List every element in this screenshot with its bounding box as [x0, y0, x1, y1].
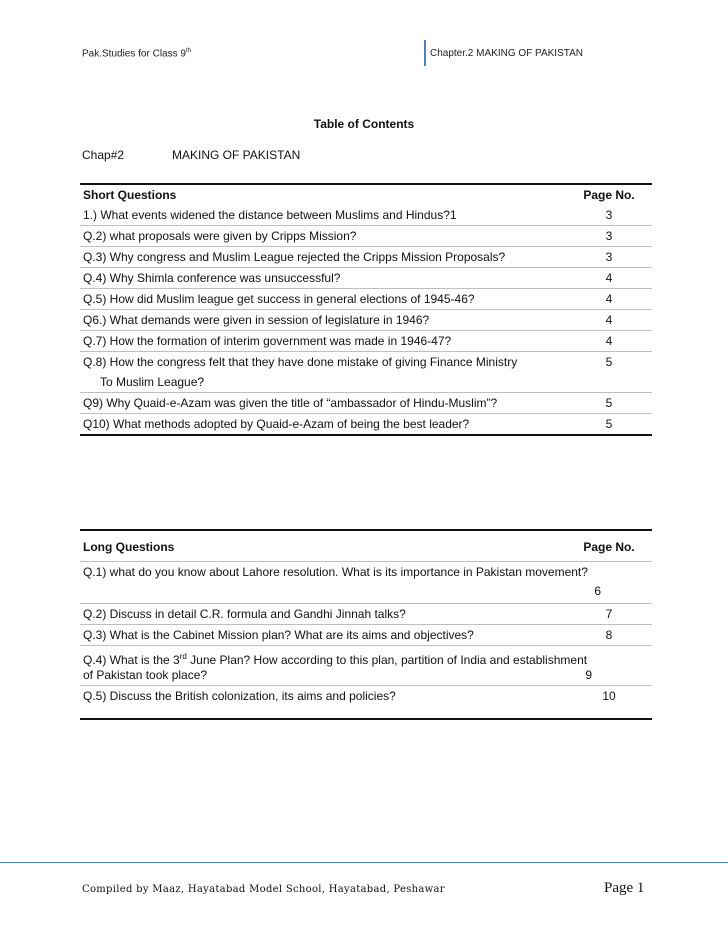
question-text-continued: of Pakistan took place?: [83, 668, 208, 682]
question-text: Q.8) How the congress felt that they have done mistake of giving Finance Ministry: [83, 355, 518, 369]
table-row-continuation: [80, 372, 652, 393]
question-text: Q.4) Why Shimla conference was unsuccessful?: [83, 271, 341, 285]
page-number: 4: [605, 313, 613, 327]
question-text: Q.2) what proposals were given by Cripps Mission?: [83, 229, 357, 243]
chapter-name: MAKING OF PAKISTAN: [172, 148, 301, 162]
table-row: [80, 625, 652, 646]
page-number: 4: [605, 271, 613, 285]
question-text-continued: To Muslim League?: [100, 375, 205, 389]
table-row: [80, 352, 652, 373]
page-number: 9: [585, 668, 592, 682]
header-left-sup: th: [185, 48, 191, 54]
table-row: [80, 247, 652, 268]
page-no-heading: Page No.: [583, 540, 635, 554]
header-right: Chapter.2 MAKING OF PAKISTAN: [430, 48, 584, 59]
page-title: Table of Contents: [313, 117, 415, 131]
question-text: Q6.) What demands were given in session of legislature in 1946?: [83, 313, 430, 327]
page-number: 4: [605, 292, 613, 306]
page-number: 8: [605, 628, 613, 642]
page-number: 7: [605, 607, 613, 621]
table-row: [80, 205, 652, 226]
page-number: 5: [605, 355, 613, 369]
table-header-row: [80, 530, 652, 562]
table-row: [80, 310, 652, 331]
page-number: 3: [605, 208, 613, 222]
question-text: Q.4) What is the 3rd June Plan? How according to this plan, partition of India and establishment: [83, 652, 588, 667]
table-header-row: [80, 184, 652, 205]
short-questions-heading: Short Questions: [83, 188, 177, 202]
table-row: [80, 393, 652, 414]
page-number: 5: [605, 417, 613, 431]
question-text: Q.3) Why congress and Muslim League rejected the Cripps Mission Proposals?: [83, 250, 506, 264]
short-questions-table: [80, 183, 652, 436]
table-row: [80, 331, 652, 352]
page-number: 6: [594, 584, 601, 598]
table-row: [80, 414, 652, 436]
question-text: Q9) Why Quaid-e-Azam was given the title of “ambassador of Hindu-Muslim”?: [83, 396, 498, 410]
table-row: [80, 289, 652, 310]
footer-credit: Compiled by Maaz, Hayatabad Model School, Hayatabad, Peshawar: [82, 884, 445, 895]
header-left: [82, 48, 191, 59]
table-row: [80, 268, 652, 289]
page-no-heading: Page No.: [583, 188, 635, 202]
page-number: 5: [605, 396, 613, 410]
question-text: Q10) What methods adopted by Quaid-e-Azam of being the best leader?: [83, 417, 470, 431]
page-number: 4: [605, 334, 613, 348]
page-number-footer: Page 1: [604, 880, 645, 896]
page-number: 3: [605, 229, 613, 243]
page-number: 3: [605, 250, 613, 264]
long-questions-heading: Long Questions: [83, 540, 175, 554]
question-text: Q.1) what do you know about Lahore resolution. What is its importance in Pakistan movement?: [83, 565, 588, 579]
header-left-text: Pak.Studies for Class 9: [82, 48, 186, 60]
question-text: Q.2) Discuss in detail C.R. formula and Gandhi Jinnah talks?: [83, 607, 406, 621]
table-row: [80, 686, 652, 720]
question-text: Q.3) What is the Cabinet Mission plan? What are its aims and objectives?: [83, 628, 474, 642]
question-text: Q.7) How the formation of interim government was made in 1946-47?: [83, 334, 452, 348]
question-text: 1.) What events widened the distance between Muslims and Hindus?1: [83, 208, 457, 222]
table-row: [80, 604, 652, 625]
page-number: 10: [602, 689, 616, 703]
table-row: [80, 562, 652, 604]
footer-divider: [0, 862, 728, 863]
header-divider: [424, 40, 426, 66]
long-questions-table: [80, 529, 652, 720]
table-row: [80, 646, 652, 686]
chapter-label: Chap#2: [82, 148, 125, 162]
table-row: [80, 226, 652, 247]
question-text: Q.5) How did Muslim league get success in general elections of 1945-46?: [83, 292, 475, 306]
question-text: Q.5) Discuss the British colonization, its aims and policies?: [83, 689, 396, 703]
